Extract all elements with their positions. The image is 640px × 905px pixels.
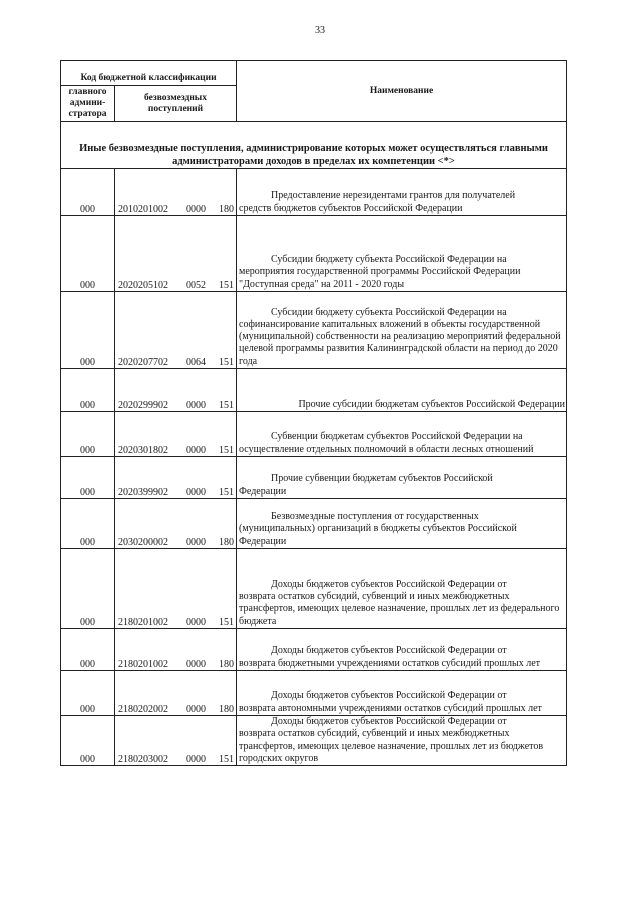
name-first-line: Предоставление нерезидентами грантов для получателей (271, 190, 516, 202)
header-receipts-col: безвозмездных поступлений (115, 86, 237, 122)
name-continuation: возврата остатков субсидий, субвенций и иных межбюджетных трансфертов, имеющих целевое назначение, прошлых лет из бюджетов городских округов (239, 728, 544, 764)
code-main: 2020299902 (118, 400, 168, 411)
receipt-code-cell (115, 292, 237, 369)
name-cell (237, 671, 567, 716)
name-first-line: Доходы бюджетов субъектов Российской Федерации от (271, 578, 507, 590)
name-continuation: средств бюджетов субъектов Российской Федерации (239, 202, 463, 214)
section-title: Иные безвозмездные поступления, администрирование которых может осуществляться главными администраторами доходов в пределах их компетенции <*> (61, 122, 567, 169)
name-cell (237, 369, 567, 412)
admin-code-cell: 000 (61, 716, 115, 766)
code-kind: 151 (219, 280, 234, 291)
budget-classification-table (60, 60, 567, 766)
header-code-group: Код бюджетной классификации (61, 61, 237, 86)
admin-code-cell: 000 (61, 457, 115, 499)
page-number: 33 (315, 25, 325, 36)
name-continuation: возврата остатков субсидий, субвенций и иных межбюджетных трансфертов, имеющих целевое назначение, прошлых лет из федерального бюджета (239, 591, 560, 627)
name-continuation: софинансирование капитальных вложений в объекты государственной (муниципальной) собственности на реализацию мероприятий федеральной целевой программы развития Калининградской области на период до 2020 года (239, 318, 561, 367)
receipt-code-cell (115, 216, 237, 292)
receipt-code-cell (115, 629, 237, 671)
name-first-line: Субсидии бюджету субъекта Российской Федерации на (271, 254, 507, 266)
name-continuation: Федерации (239, 485, 287, 497)
receipt-code-cell (115, 457, 237, 499)
name-cell (237, 629, 567, 671)
code-main: 2020301802 (118, 445, 168, 456)
name-first-line: Субсидии бюджету субъекта Российской Федерации на (271, 306, 507, 318)
receipt-code-cell (115, 412, 237, 457)
admin-code-cell: 000 (61, 369, 115, 412)
name-cell (237, 169, 567, 216)
code-main: 2180203002 (118, 754, 168, 766)
table-row (61, 292, 567, 369)
table-row (61, 716, 567, 766)
code-kind: 180 (219, 704, 234, 715)
name-cell (237, 292, 567, 369)
admin-code-cell: 000 (61, 671, 115, 716)
code-main: 2180201002 (118, 659, 168, 670)
name-continuation: (муниципальных) организаций в бюджеты субъектов Российской Федерации (239, 523, 517, 547)
name-continuation: осуществление отдельных полномочий в области лесных отношений (239, 443, 534, 455)
admin-code-cell: 000 (61, 216, 115, 292)
receipt-code-cell (115, 169, 237, 216)
header-admin-col: главного админи- стратора (61, 86, 115, 122)
table-row (61, 671, 567, 716)
code-kind: 180 (219, 537, 234, 548)
name-continuation: возврата бюджетными учреждениями остатков субсидий прошлых лет (239, 657, 541, 669)
code-sub: 0000 (186, 659, 206, 670)
code-sub: 0000 (186, 704, 206, 715)
code-main: 2010201002 (118, 204, 168, 215)
name-first-line: Субвенции бюджетам субъектов Российской Федерации на (271, 431, 523, 443)
code-main: 2180201002 (118, 617, 168, 628)
admin-code-cell: 000 (61, 292, 115, 369)
receipt-code-cell (115, 671, 237, 716)
table-row (61, 169, 567, 216)
name-cell (237, 499, 567, 549)
code-kind: 180 (219, 204, 234, 215)
receipt-code-cell (115, 549, 237, 629)
admin-code-cell: 000 (61, 629, 115, 671)
code-sub: 0000 (186, 754, 206, 766)
code-kind: 151 (219, 400, 234, 411)
code-sub: 0000 (186, 445, 206, 456)
code-sub: 0000 (186, 617, 206, 628)
code-kind: 151 (219, 357, 234, 368)
code-kind: 151 (219, 445, 234, 456)
table-row (61, 412, 567, 457)
name-first-line: Доходы бюджетов субъектов Российской Федерации от (271, 690, 507, 702)
admin-code-cell: 000 (61, 169, 115, 216)
code-kind: 151 (219, 487, 234, 498)
admin-code-cell: 000 (61, 499, 115, 549)
name-first-line: Доходы бюджетов субъектов Российской Федерации от (271, 716, 507, 727)
code-sub: 0000 (186, 204, 206, 215)
admin-code-cell: 000 (61, 412, 115, 457)
code-sub: 0064 (186, 357, 206, 368)
name-first-line: Прочие субсидии бюджетам субъектов Российской Федерации (298, 398, 566, 410)
code-main: 2020399902 (118, 487, 168, 498)
code-kind: 151 (219, 754, 234, 766)
code-kind: 180 (219, 659, 234, 670)
code-sub: 0000 (186, 400, 206, 411)
name-continuation: мероприятия государственной программы Российской Федерации "Доступная среда" на 2011 - 2020 годы (239, 266, 521, 290)
table-row (61, 629, 567, 671)
code-main: 2030200002 (118, 537, 168, 548)
name-cell (237, 216, 567, 292)
table-row (61, 216, 567, 292)
table-row (61, 499, 567, 549)
name-first-line: Доходы бюджетов субъектов Российской Федерации от (271, 645, 507, 657)
code-main: 2020207702 (118, 357, 168, 368)
table-row (61, 369, 567, 412)
name-cell (237, 549, 567, 629)
name-cell (237, 457, 567, 499)
receipt-code-cell (115, 369, 237, 412)
header-name-col: Наименование (237, 61, 567, 122)
name-first-line: Безвозмездные поступления от государственных (271, 511, 479, 523)
name-cell (237, 412, 567, 457)
name-first-line: Прочие субвенции бюджетам субъектов Российской (271, 473, 493, 485)
code-sub: 0052 (186, 280, 206, 291)
code-main: 2180202002 (118, 704, 168, 715)
name-continuation: возврата автономными учреждениями остатков субсидий прошлых лет (239, 702, 542, 714)
name-cell (237, 716, 567, 766)
admin-code-cell: 000 (61, 549, 115, 629)
code-sub: 0000 (186, 537, 206, 548)
receipt-code-cell (115, 499, 237, 549)
code-sub: 0000 (186, 487, 206, 498)
receipt-code-cell (115, 716, 237, 766)
table-row (61, 549, 567, 629)
code-main: 2020205102 (118, 280, 168, 291)
table-row (61, 457, 567, 499)
code-kind: 151 (219, 617, 234, 628)
